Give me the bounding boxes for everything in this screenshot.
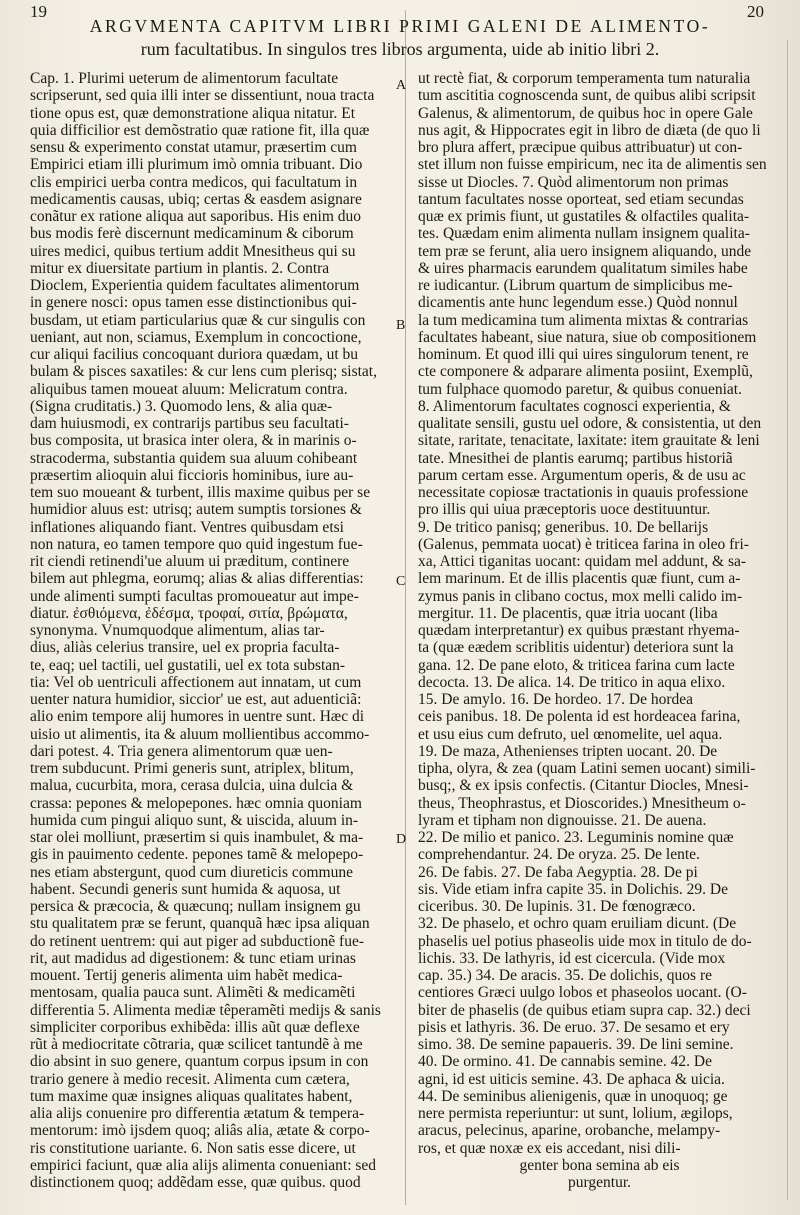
text-line: genter bona semina ab eis xyxy=(519,1156,680,1174)
text-line: mentosam, qualia pauca sunt. Alimẽti & medicamẽti xyxy=(30,984,356,1002)
section-marker-a: A xyxy=(396,78,407,93)
text-line: lem marinum. Et de illis placentis quæ fiunt, cum a- xyxy=(418,570,741,588)
text-line: tum maxime quæ insignes aliquas qualitates habent, xyxy=(30,1087,353,1105)
right-column xyxy=(418,70,781,1191)
text-line: centiores Græci uulgo lobos et phaseolos uocant. (O- xyxy=(418,984,747,1002)
text-line: theus, Theophrastus, et Dioscorides.) Mnesitheum o- xyxy=(418,794,746,812)
text-line: Cap. 1. Plurimi ueterum de alimentorum facultate xyxy=(30,70,339,87)
text-line: tum fulphace quomodo paretur, & quibus conueniat. xyxy=(418,380,742,398)
folio-right: 20 xyxy=(747,2,764,21)
text-line: dius, aliàs celerius transire, uel ex propria faculta- xyxy=(30,639,340,657)
text-line: agni, id est uiticis semine. 43. De aphaca & uicia. xyxy=(418,1070,725,1088)
text-line: dam huiusmodi, ex contrarijs partibus seu facultati- xyxy=(30,415,349,432)
text-line: aracus, pelecinus, aparine, orobanche, melampy- xyxy=(418,1122,721,1140)
text-line: purgentur. xyxy=(568,1174,631,1191)
text-line: dari potest. 4. Tria genera alimentorum quæ uen- xyxy=(30,742,333,760)
text-line: sisse ut Diocles. 7. Quòd alimentorum non primas xyxy=(418,173,729,191)
text-line: uires medici, quibus tertium addit Mnesitheus qui su xyxy=(30,242,356,260)
text-line: qualitate sensili, gustu uel odore, & consistentia, ut den xyxy=(418,415,762,432)
text-line: phaselis uel potius phaseolis uide mox in titulo de do- xyxy=(418,932,752,950)
text-line: ciceribus. 30. De lupinis. 31. De fœnogræco. xyxy=(418,898,696,915)
text-line: bus modis ferè discernunt medicaminum & ciborum xyxy=(30,225,354,243)
text-line: 40. De ormino. 41. De cannabis semine. 42. De xyxy=(418,1053,713,1071)
text-line: pisis et lathyris. 36. De eruo. 37. De sesamo et ery xyxy=(418,1018,730,1036)
text-line: tem præ se ferunt, alia uero insignem aliquando, unde xyxy=(418,242,752,260)
text-line: 44. De seminibus alienigenis, quæ in unoquoq; ge xyxy=(418,1087,728,1105)
text-line: 22. De milio et panico. 23. Leguminis nomine quæ xyxy=(418,829,734,846)
text-line: stet illum non fuisse empiricum, nec ita de alimentis sen xyxy=(418,156,767,174)
text-line: rit ciendi retinendi'ue aluum ui præditum, continere xyxy=(30,553,350,570)
text-line: humida cum pingui aliquo sunt, & uiscida, aluum in- xyxy=(30,811,359,829)
text-line: habent. Secundi generis sunt humida & aquosa, ut xyxy=(30,880,341,898)
text-line: quædam interpretantur) ex quibus præstant rhyema- xyxy=(418,622,740,639)
text-line: sitate, raritate, tenacitate, laxitate: item grauitate & leni xyxy=(418,432,760,450)
text-line: ut rectè fiat, & corporum temperamenta tum naturalia xyxy=(418,70,751,87)
text-line: humidior aluus est: utrisq; autem sumptis torsiones & xyxy=(30,501,362,519)
text-line: sis. Vide etiam infra capite 35. in Dolichis. 29. De xyxy=(418,880,729,898)
text-line: do retinent uentrem: qui aut piger ad subductionẽ fue- xyxy=(30,932,365,950)
text-line: mentorum: imò ijsdem quoq; aliâs alia, ætate & corpo- xyxy=(30,1122,370,1140)
text-line: lyram et tipham non dignouisse. 21. De auena. xyxy=(418,811,707,829)
text-line: gis in pauimento cedente. pepones tamẽ & melopepo- xyxy=(30,846,364,864)
text-line: differentia 5. Alimenta mediæ têperamẽti medijs & sanis xyxy=(30,1001,381,1019)
text-line: tantum facultates nosse oporteat, sed etiam secundas xyxy=(418,190,744,208)
text-line: stu qualitatem præ se ferunt, quanquã hæc ipsa aliquan xyxy=(30,915,370,933)
text-line: quæ ex primis fiunt, ut gustatiles & olfactiles qualita- xyxy=(418,208,750,225)
text-line: tipha, olyra, & zea (quam Latini semen uocant) simili- xyxy=(418,760,756,777)
text-line: Dioclem, Experientia quidem facultates alimentorum xyxy=(30,277,360,294)
text-line: Galenus, & alimentorum, de quibus hoc in opere Gale xyxy=(418,104,753,122)
text-line: clis empirici uerba contra medicos, qui facultatum in xyxy=(30,173,358,191)
text-line: sensu & experimento constat utamur, præsertim cum xyxy=(30,139,357,156)
text-line: scripserunt, sed quia illi inter se dissentiunt, noua tracta xyxy=(30,87,375,105)
text-line: ta (quæ eædem scriblitis uidentur) deteriora sunt la xyxy=(418,639,734,657)
text-line: empirici faciunt, quæ alia alijs alimenta conueniant: sed xyxy=(30,1156,377,1174)
text-line: decocta. 13. De alica. 14. De tritico in aqua elixo. xyxy=(418,673,726,691)
text-line: tia: Vel ob uentriculi affectionem aut innatam, ut cum xyxy=(30,673,362,691)
text-line: tem suo moueant & turbent, illis maxime quibus per se xyxy=(30,484,371,501)
text-line: zymus panis in clibano coctus, mox melli calido im- xyxy=(418,587,743,605)
left-column xyxy=(30,70,398,1191)
text-line: la tum medicamina tum alimenta mixtas & contrarias xyxy=(418,311,749,329)
text-line: unde alimenti sumpti facultas promoueatur aut impe- xyxy=(30,587,359,605)
text-line: præsertim alioquin alui ficcioris hominibus, iure au- xyxy=(30,466,354,484)
text-line: bilem aut phlegma, eorumq; alias & alias differentias: xyxy=(30,570,364,588)
text-line: (Signa cruditatis.) 3. Quomodo lens, & alia quæ- xyxy=(30,397,333,415)
text-line: bulam & pisces saxatiles: & cur lens cum plerisq; sistat, xyxy=(30,363,377,381)
text-line: dicamentis ante hunc legendum esse.) Quòd nonnul xyxy=(418,294,738,312)
text-line: te, eaq; uel tactili, uel gustatili, uel ex tota substan- xyxy=(30,656,346,674)
text-line: mouent. Tertij generis alimenta uim habẽt medica- xyxy=(30,967,343,984)
text-line: dio absint in suo genere, quantum corpus ipsum in con xyxy=(30,1053,369,1071)
text-line: simpliciter corporibus exhibẽda: illis aũt quæ deflexe xyxy=(30,1018,360,1036)
text-line: diatur. ἐσθιόμενα, ἐδέσμα, τροφαί, σιτία, βρώματα, xyxy=(30,604,348,622)
text-line: parum certam esse. Argumentum operis, & de usu ac xyxy=(418,466,746,484)
section-marker-d: D xyxy=(396,832,407,847)
text-line: 15. De amylo. 16. De hordeo. 17. De hordea xyxy=(418,691,694,708)
text-line: rũt à mediocritate cõtraria, quæ scilicet tantundẽ à me xyxy=(30,1036,363,1053)
text-line: nere permista reperiuntur: ut sunt, lolium, ægilops, xyxy=(418,1105,733,1122)
text-line: comprehendantur. 24. De oryza. 25. De lente. xyxy=(418,846,700,864)
text-line: mergitur. 11. De placentis, quæ itria uocant (liba xyxy=(418,604,718,622)
text-line: ueniant, aut non, sciamus, Exemplum in concoctione, xyxy=(30,328,362,346)
text-line: uenter natura humidior, siccior' ue est, aut aduenticiã: xyxy=(30,691,362,708)
text-line: medicamentis causas, ubiq; certas & easdem asignare xyxy=(30,190,362,208)
text-line: re iudicantur. (Librum quartum de simplicibus me- xyxy=(418,277,733,294)
text-line: ris constitutione uariante. 6. Non satis esse dicere, ut xyxy=(30,1139,356,1157)
text-line: in genere nosci: opus tamen esse distinctionibus qui- xyxy=(30,294,357,312)
text-line: aliquibus tamen moueat aluum: Melicratum contra. xyxy=(30,380,348,398)
text-line: nes etiam abstergunt, quod cum diureticis commune xyxy=(30,863,353,881)
text-line: pro illis qui uiua præceptoris uoce destituuntur. xyxy=(418,501,711,519)
text-line: trario genere à medio recesit. Alimenta cum cætera, xyxy=(30,1070,350,1088)
text-line: tate. Mnesithei de plantis earumq; partibus historiã xyxy=(418,449,733,467)
text-line: tes. Quædam enim alimenta nullam insignem qualita- xyxy=(418,225,750,243)
text-line: 9. De tritico panisq; generibus. 10. De bellarijs xyxy=(418,518,709,536)
text-line: gana. 12. De pane eloto, & triticea farina cum lacte xyxy=(418,656,735,674)
text-line: cap. 35.) 34. De aracis. 35. De dolichis, quos re xyxy=(418,967,712,984)
text-line: rit, aut madidus ad digestionem: & tunc etiam urinas xyxy=(30,949,356,967)
text-line: xa, Attici tiganitas uocant: quidam mel addunt, & sa- xyxy=(418,553,747,570)
text-line: 19. De maza, Athenienses tripten uocant. 20. De xyxy=(418,742,718,760)
text-line: inflationes aliquando fiant. Ventres quibusdam etsi xyxy=(30,518,344,536)
page-edge-rule xyxy=(787,40,788,1200)
text-line: tum ascititia cognoscenda sunt, de quibus alibi scripsit xyxy=(418,87,756,105)
text-line: distinctionem quoq; addẽdam esse, quæ quibus. quod xyxy=(30,1174,361,1191)
text-line: non natura, eo tamen tempore quo quid ingestum fue- xyxy=(30,535,363,553)
text-line: alio enim tempore alij humores in uentre sunt. Hæc di xyxy=(30,708,365,726)
text-line: stracoderma, substantia quidem sua aluum cohibeant xyxy=(30,449,358,467)
text-line: et usu eius cum defruto, uel œnomelite, uel aqua. xyxy=(418,725,723,743)
text-line: hominum. Et quod illi qui uires singulorum tenent, re xyxy=(418,346,749,363)
text-line: ros, et quæ noxæ ex eis accedant, nisi dili- xyxy=(418,1139,681,1157)
text-line: star olei molliunt, præsertim si quis inambulet, & ma- xyxy=(30,829,364,846)
text-line: facultates habeant, siue natura, siue ob compositionem xyxy=(418,328,757,346)
folio-left: 19 xyxy=(30,2,47,21)
section-marker-c: C xyxy=(396,574,406,589)
section-marker-b: B xyxy=(396,318,406,333)
text-line: quia difficilior est demõstratio quæ ratione fit, illa quæ xyxy=(30,121,370,139)
text-line: ceis panibus. 18. De polenta id est hordeacea farina, xyxy=(418,708,741,726)
text-line: alia alijs conuenire pro differentia ætatum & tempera- xyxy=(30,1105,365,1122)
text-line: trem subducunt. Primi generis sunt, atriplex, blitum, xyxy=(30,760,354,777)
text-line: malua, cucurbita, mora, cerasa dulcia, uina dulcia & xyxy=(30,777,354,795)
text-line: busdam, ut etiam particularius quæ & cur singulis con xyxy=(30,311,366,329)
text-line: nus agit, & Hippocrates egit in libro de diæta (de quo li xyxy=(418,121,761,139)
text-line: lichis. 33. De lathyris, id est cicercula. (Vide mox xyxy=(418,949,726,967)
text-line: cte componere & adparare alimenta posiint, Exemplũ, xyxy=(418,363,753,381)
running-header xyxy=(40,16,760,61)
text-line: mitur ex diuersitate partium in plantis. 2. Contra xyxy=(30,259,330,277)
text-line: busq;, & ex ipsis confectis. (Citantur Diocles, Mnesi- xyxy=(418,777,749,795)
text-line: 26. De fabis. 27. De faba Aegyptia. 28. De pi xyxy=(418,863,698,881)
text-line: uisio ut alimentis, ita & aluum mollientibus accommo- xyxy=(30,725,370,743)
text-line: tione opus est, quæ demonstratione aliqua nitatur. Et xyxy=(30,104,356,122)
text-line: & uires pharmacis earundem qualitatum similes habe xyxy=(418,259,748,277)
text-line: bus composita, ut brasica inter olera, & in marinis o- xyxy=(30,432,357,450)
header-title: ARGVMENTA CAPITVM LIBRI PRIMI GALENI DE ALIMENTO- xyxy=(89,16,711,36)
text-line: bro plura affert, præcipue quibus attribuatur) ut con- xyxy=(418,139,743,156)
text-line: necessitate copiosæ tractationis in quauis professione xyxy=(418,484,749,501)
text-line: biter de phaselis (de quibus etiam supra cap. 32.) deci xyxy=(418,1001,751,1019)
text-line: cur aliqui facilius concoquant duriora quædam, ut bu xyxy=(30,346,358,363)
text-line: crassa: pepones & melopepones. hæc omnia quoniam xyxy=(30,794,362,812)
text-line: Empirici etiam illi plurimum imò omnia tribuant. Dio xyxy=(30,156,363,174)
text-line: (Galenus, pemmata uocat) è triticea farina in oleo fri- xyxy=(418,535,749,553)
text-line: simo. 38. De semine papaueris. 39. De lini semine. xyxy=(418,1036,734,1053)
header-subtitle: rum facultatibus. In singulos tres libros argumenta, uide ab initio libri 2. xyxy=(140,39,660,59)
text-line: persica & præcocia, & quæcunq; nullam insignem gu xyxy=(30,898,361,915)
text-line: 8. Alimentorum facultates cognosci experientia, & xyxy=(418,397,731,415)
column-gutter-rule xyxy=(405,10,406,1205)
text-line: synonyma. Vnumquodque alimentum, alias tar- xyxy=(30,622,325,639)
text-line: 32. De phaselo, et ochro quam eruiliam dicunt. (De xyxy=(418,915,737,933)
text-line: conãtur ex ratione aliqua aut saporibus. His enim duo xyxy=(30,208,362,225)
